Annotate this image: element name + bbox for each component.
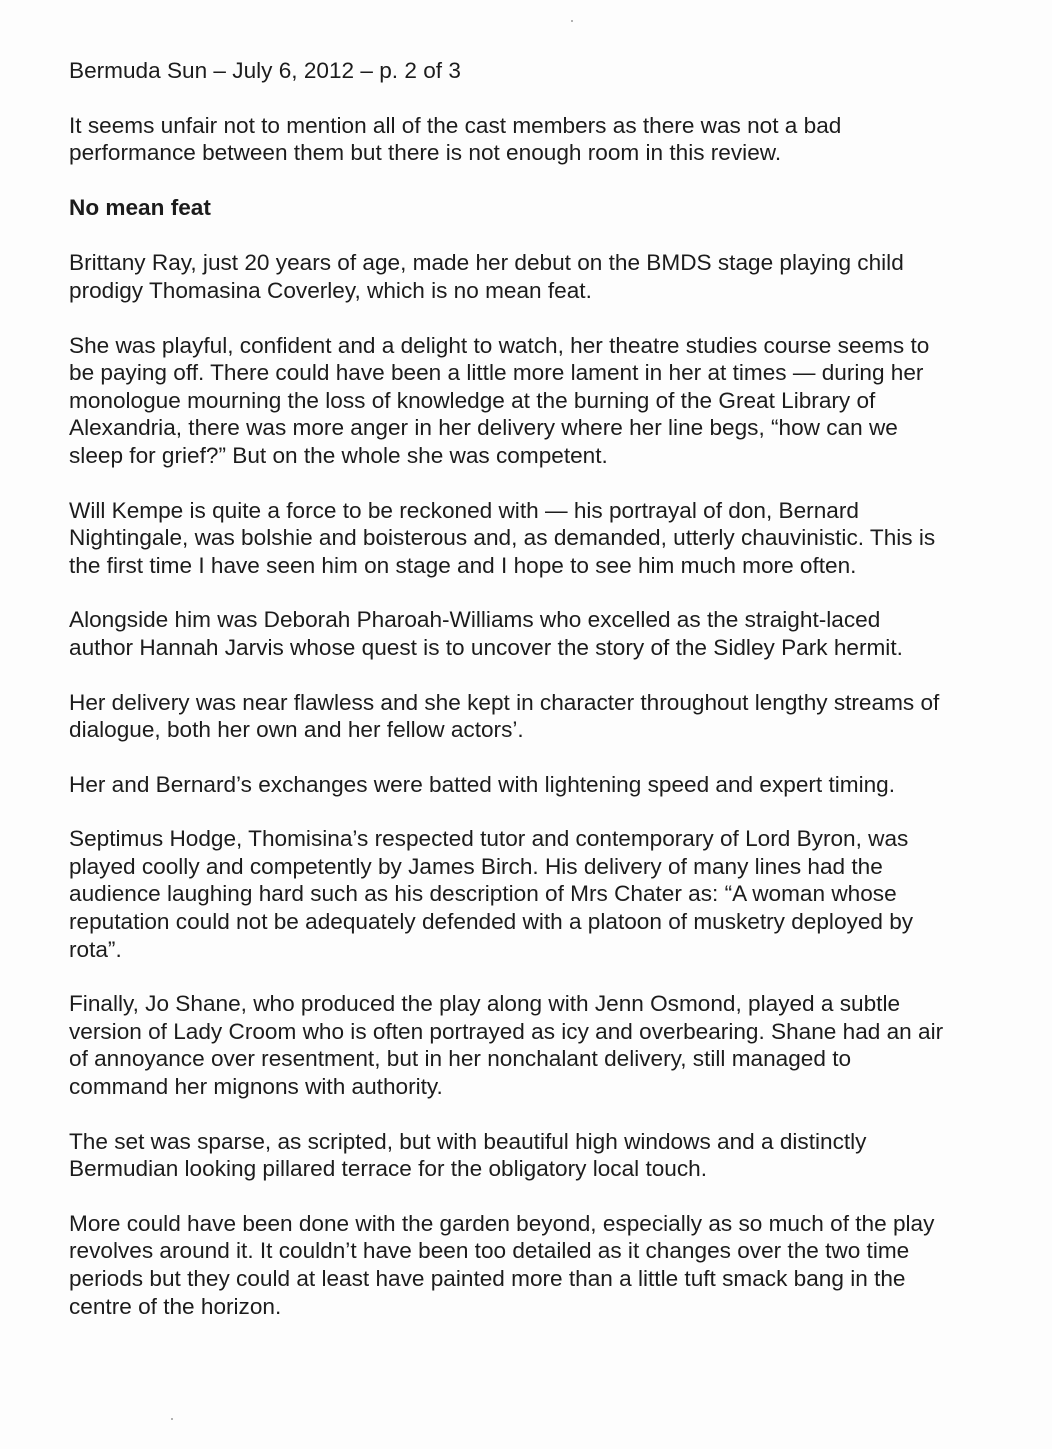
paragraph: More could have been done with the garden beyond, especially as so much of the play revolves around it. It couldn’t have been too detailed as it changes over the two time periods but they could at least have painted more than a little tuft smack bang in the centre of the horizon. <box>69 1210 935 1319</box>
paragraph: Will Kempe is quite a force to be reckoned with — his portrayal of don, Bernard Nightingale, was bolshie and boisterous and, as demanded, utterly chauvinistic. This is the first time I have seen him on stage and I hope to see him much more often. <box>69 497 936 578</box>
paragraph: Her and Bernard’s exchanges were batted with lightening speed and expert timing. <box>69 771 896 797</box>
paragraph: Finally, Jo Shane, who produced the play along with Jenn Osmond, played a subtle version of Lady Croom who is often portrayed as icy and overbearing. Shane had an air of annoyance over resentment, but in her nonchalant delivery, still managed to command her mignons with authority. <box>69 991 944 1100</box>
scan-speck <box>171 1418 173 1420</box>
article-body <box>69 57 1039 1347</box>
paragraph: Alongside him was Deborah Pharoah-Williams who excelled as the straight-laced author Hannah Jarvis whose quest is to uncover the story of the Sidley Park hermit. <box>69 607 903 660</box>
paragraph: It seems unfair not to mention all of the cast members as there was not a bad performance between them but there is not enough room in this review. <box>69 112 842 166</box>
page-header: Bermuda Sun – July 6, 2012 – p. 2 of 3 <box>69 58 461 83</box>
paragraph: Brittany Ray, just 20 years of age, made her debut on the BMDS stage playing child prodigy Thomasina Coverley, which is no mean feat. <box>69 250 904 303</box>
paragraph: Her delivery was near flawless and she kept in character throughout lengthy streams of dialogue, both her own and her fellow actors’. <box>69 689 940 743</box>
paragraph: She was playful, confident and a delight to watch, her theatre studies course seems to be paying off. There could have been a little more lament in her at times — during her monologue mourning the loss of knowledge at the burning of the Great Library of Alexandria, there was more anger in her delivery where her line begs, “how can we sleep for grief?” But on the whole she was competent. <box>69 332 930 468</box>
scan-speck <box>571 20 573 22</box>
subheading: No mean feat <box>69 194 211 220</box>
paragraph: Septimus Hodge, Thomisina’s respected tutor and contemporary of Lord Byron, was played coolly and competently by James Birch. His delivery of many lines had the audience laughing hard such as his description of Mrs Chater as: “A woman whose reputation could not be adequately defended with a platoon of musketry deployed by rota”. <box>69 826 914 962</box>
paragraph: The set was sparse, as scripted, but with beautiful high windows and a distinctly Bermudian looking pillared terrace for the obligatory local touch. <box>69 1128 867 1182</box>
